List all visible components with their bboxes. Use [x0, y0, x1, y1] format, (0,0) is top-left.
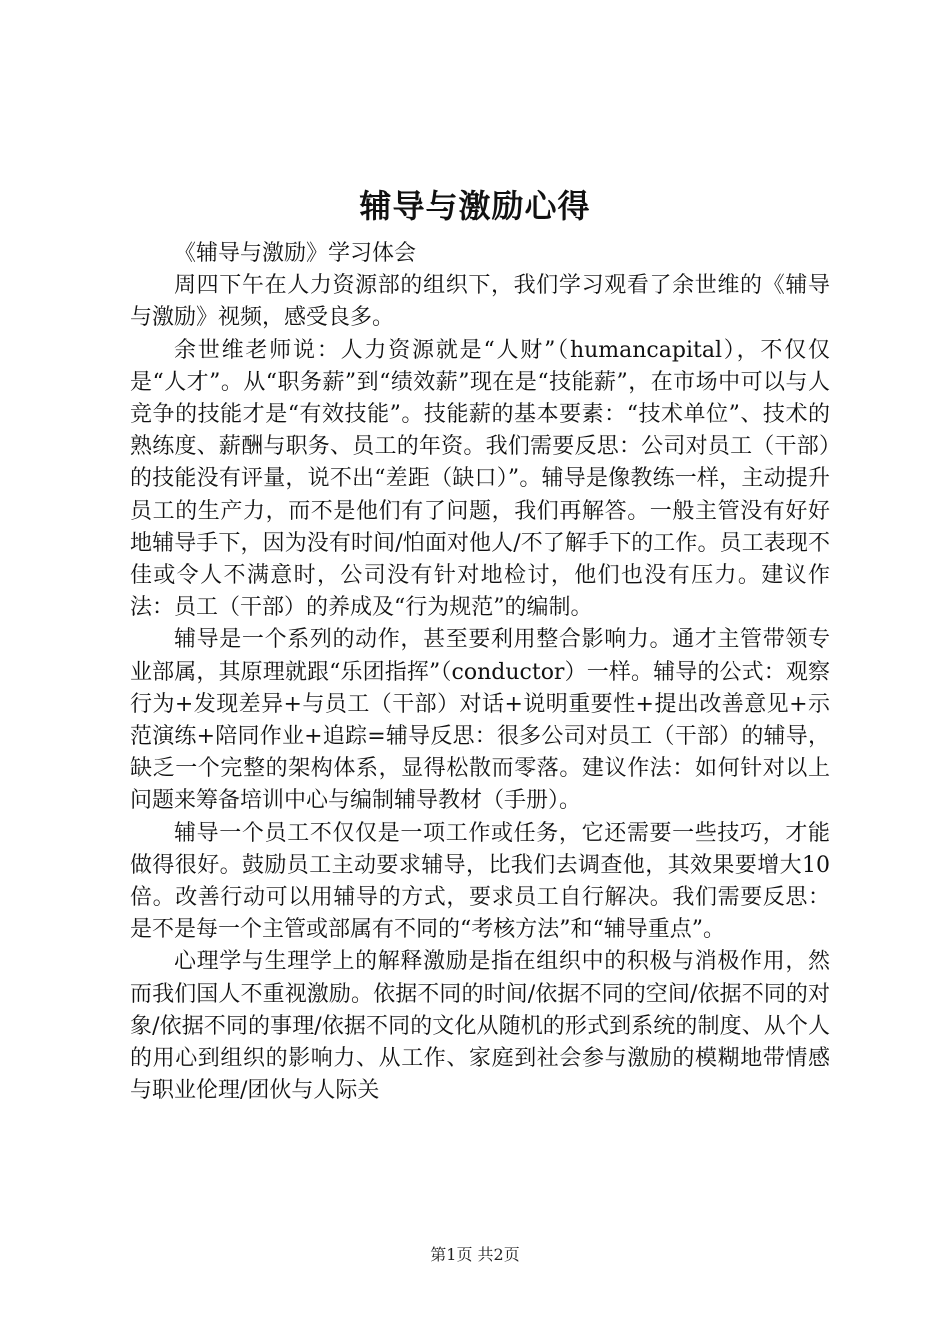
- paragraph: 余世维老师说：人力资源就是“人财”（humancapital），不仅仅是“人才”。从“职务薪”到“绩效薪”现在是“技能薪”，在市场中可以与人竞争的技能才是“有效技能”。技能薪的基本要素：“技术单位”、技术的熟练度、薪酬与职务、员工的年资。我们需要反思：公司对员工（干部）的技能没有评量，说不出“差距（缺口）”。辅导是像教练一样，主动提升员工的生产力，而不是他们有了问题，我们再解答。一般主管没有好好地辅导手下，因为没有时间/怕面对他人/不了解手下的工作。员工表现不佳或令人不满意时，公司没有针对地检讨，他们也没有压力。建议作法：员工（干部）的养成及“行为规范”的编制。: [130, 337, 830, 621]
- page-number-footer: 第1页 共2页: [430, 1245, 520, 1264]
- paragraph: 周四下午在人力资源部的组织下，我们学习观看了余世维的《辅导与激励》视频，感受良多。: [130, 273, 830, 331]
- paragraph-subtitle: 《辅导与激励》学习体会: [174, 241, 417, 266]
- paragraph: 心理学与生理学上的解释激励是指在组织中的积极与消极作用，然而我们国人不重视激励。依据不同的时间/依据不同的空间/依据不同的对象/依据不同的事理/依据不同的文化从随机的形式到系统的制度、从个人的用心到组织的影响力、从工作、家庭到社会参与激励的模糊地带情感与职业伦理/团伙与人际关: [130, 949, 830, 1104]
- document-title: 辅导与激励心得: [359, 187, 591, 225]
- paragraph: 辅导一个员工不仅仅是一项工作或任务，它还需要一些技巧，才能做得很好。鼓励员工主动要求辅导，比我们去调查他，其效果要增大10倍。改善行动可以用辅导的方式，要求员工自行解决。我们需要反思：是不是每一个主管或部属有不同的“考核方法”和“辅导重点”。: [130, 820, 830, 943]
- paragraph: 辅导是一个系列的动作，甚至要利用整合影响力。通才主管带领专业部属，其原理就跟“乐团指挥”（conductor）一样。辅导的公式：观察行为+发现差异+与员工（干部）对话+说明重要性+提出改善意见+示范演练+陪同作业+追踪=辅导反思：很多公司对员工（干部）的辅导，缺乏一个完整的架构体系，显得松散而零落。建议作法：如何针对以上问题来筹备培训中心与编制辅导教材（手册）。: [130, 627, 830, 814]
- document-body: [130, 238, 830, 1107]
